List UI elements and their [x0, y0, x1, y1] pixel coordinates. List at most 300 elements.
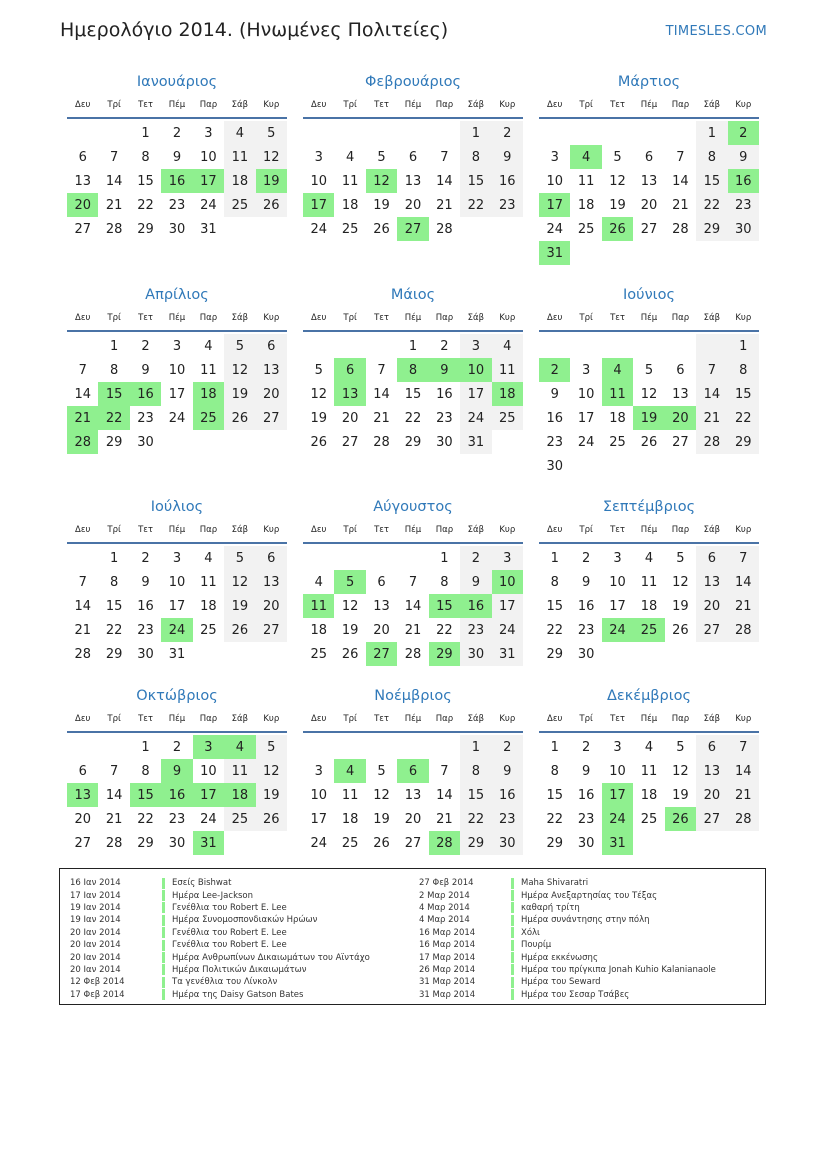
day-cell: 3	[172, 550, 182, 566]
holiday-day-cell: 18	[193, 382, 224, 406]
days-grid	[303, 733, 523, 855]
holiday-day-cell: 16	[161, 169, 192, 193]
day-cell: 4	[204, 550, 213, 566]
holiday-marker	[511, 890, 514, 901]
days-grid	[539, 119, 759, 265]
day-cell: 8	[550, 574, 559, 590]
weekday-label: Τετ	[610, 313, 626, 323]
legend-holiday-name: Τα γενέθλια του Λίνκολν	[172, 977, 278, 988]
day-cell: 29	[137, 835, 154, 851]
day-cell: 23	[137, 622, 154, 638]
legend-date: 20 Ιαν 2014	[70, 952, 121, 963]
legend-date: 12 Φεβ 2014	[70, 977, 125, 988]
day-cell: 23	[137, 410, 154, 426]
day-cell: 6	[78, 763, 87, 779]
day-cell: 31	[168, 646, 186, 662]
day-cell: 7	[78, 574, 87, 590]
holiday-day-cell: 26	[602, 217, 633, 241]
day-cell: 26	[373, 835, 390, 851]
day-cell: 20	[404, 811, 422, 827]
legend-column-right	[419, 877, 716, 1001]
day-cell: 30	[492, 831, 523, 855]
day-cell: 12	[224, 570, 255, 594]
weekday-label: Σάβ	[231, 714, 249, 724]
holiday-day-cell: 25	[633, 618, 664, 642]
legend-holiday-name: Γενέθλια του Robert E. Lee	[172, 927, 287, 938]
day-cell: 26	[373, 221, 390, 237]
day-cell: 23	[577, 622, 595, 638]
holiday-day-cell: 2	[539, 358, 570, 382]
day-cell: 15	[105, 598, 123, 614]
day-cell: 7	[109, 149, 119, 165]
day-cell: 1	[696, 121, 727, 145]
day-cell: 9	[581, 574, 591, 590]
day-cell: 7	[78, 362, 87, 378]
holiday-day-cell: 6	[397, 759, 428, 783]
day-cell: 13	[696, 570, 727, 594]
legend-holiday-name: Ημέρα Πολιτικών Δικαιωμάτων	[172, 964, 307, 975]
weekday-label: Πέμ	[404, 100, 422, 110]
holiday-day-cell: 9	[429, 358, 460, 382]
day-cell: 29	[460, 831, 491, 855]
holiday-marker	[511, 915, 514, 926]
day-cell: 5	[314, 362, 323, 378]
holiday-day-cell: 18	[492, 382, 523, 406]
day-cell: 16	[492, 169, 523, 193]
empty-cell	[633, 121, 664, 145]
day-cell: 2	[172, 125, 182, 141]
day-cell: 7	[676, 149, 685, 165]
holiday-marker	[162, 878, 165, 889]
weekday-label: Τετ	[374, 313, 390, 323]
month-calendar	[539, 285, 759, 497]
day-cell: 25	[224, 193, 255, 217]
day-cell: 14	[696, 382, 727, 406]
day-cell: 3	[492, 546, 523, 570]
day-cell: 21	[105, 811, 123, 827]
day-cell: 7	[377, 362, 386, 378]
weekday-label: Κυρ	[263, 525, 280, 535]
day-cell: 10	[200, 149, 217, 165]
weekday-label: Δευ	[311, 313, 327, 323]
holiday-marker	[162, 964, 165, 975]
days-grid	[67, 733, 287, 855]
day-cell: 16	[577, 598, 595, 614]
weekday-label: Δευ	[547, 525, 563, 535]
day-cell: 6	[256, 546, 287, 570]
month-calendar	[67, 686, 287, 855]
day-cell: 15	[546, 598, 563, 614]
days-grid	[303, 332, 523, 454]
legend-holiday-name: Ημέρα εκκένωσης	[521, 952, 598, 963]
legend-date: 2 Μαρ 2014	[419, 890, 470, 901]
day-cell: 24	[460, 406, 491, 430]
legend-date: 20 Ιαν 2014	[70, 927, 121, 938]
day-cell: 15	[728, 382, 759, 406]
day-cell: 21	[436, 197, 453, 213]
day-cell: 26	[256, 807, 287, 831]
day-cell: 17	[492, 594, 523, 618]
legend-holiday-name: Ημέρα Lee-Jackson	[172, 890, 254, 901]
day-cell: 2	[492, 121, 523, 145]
day-cell: 6	[676, 362, 685, 378]
empty-cell	[429, 735, 460, 759]
day-cell: 20	[74, 811, 91, 827]
day-cell: 12	[256, 145, 287, 169]
day-cell: 25	[310, 646, 327, 662]
weekday-label: Τρί	[343, 100, 357, 110]
day-cell: 25	[224, 807, 255, 831]
month-name: Απρίλιος	[145, 287, 209, 303]
legend-holiday-name: Ημέρα Ανθρωπίνων Δικαιωμάτων του Αϊντάχο	[172, 952, 370, 963]
holiday-day-cell: 11	[303, 594, 334, 618]
day-cell: 11	[341, 787, 359, 803]
day-cell: 11	[341, 173, 359, 189]
day-cell: 14	[105, 787, 123, 803]
day-cell: 2	[141, 550, 150, 566]
weekday-header	[67, 518, 287, 544]
day-cell: 6	[377, 574, 386, 590]
day-cell: 28	[105, 835, 123, 851]
month-name: Νοέμβριος	[374, 688, 452, 704]
day-cell: 24	[546, 221, 563, 237]
holiday-day-cell: 13	[334, 382, 365, 406]
day-cell: 28	[404, 646, 422, 662]
holiday-marker	[511, 989, 514, 1000]
weekday-label: Δευ	[547, 100, 563, 110]
day-cell: 12	[672, 763, 689, 779]
empty-cell	[303, 735, 334, 759]
day-cell: 1	[109, 338, 119, 354]
day-cell: 9	[728, 145, 759, 169]
day-cell: 19	[672, 598, 689, 614]
legend-row	[70, 964, 370, 976]
day-cell: 17	[168, 598, 186, 614]
month-name: Αύγουστος	[373, 499, 453, 515]
weekday-label: Τετ	[374, 525, 390, 535]
holiday-marker	[511, 878, 514, 889]
day-cell: 13	[256, 570, 287, 594]
empty-cell	[397, 546, 428, 570]
day-cell: 3	[172, 338, 182, 354]
day-cell: 14	[728, 759, 759, 783]
day-cell: 19	[310, 410, 327, 426]
day-cell: 20	[341, 410, 359, 426]
days-grid	[303, 544, 523, 666]
weekday-label: Δευ	[311, 100, 327, 110]
weekday-label: Τετ	[610, 525, 626, 535]
holiday-day-cell: 17	[602, 783, 633, 807]
legend-date: 19 Ιαν 2014	[70, 915, 121, 926]
day-cell: 17	[577, 410, 595, 426]
holiday-day-cell: 17	[303, 193, 334, 217]
empty-cell	[397, 735, 428, 759]
holiday-day-cell: 19	[633, 406, 664, 430]
day-cell: 2	[141, 338, 150, 354]
day-cell: 4	[345, 149, 355, 165]
legend-holiday-name: Εσείς Bishwat	[172, 878, 232, 889]
holiday-marker	[162, 940, 165, 951]
legend-holiday-name: Ημέρα του Σεσαρ Τσάβες	[521, 989, 630, 1000]
day-cell: 7	[440, 149, 449, 165]
weekday-label: Κυρ	[735, 313, 752, 323]
holiday-legend	[59, 868, 766, 1005]
day-cell: 22	[436, 622, 453, 638]
day-cell: 27	[341, 434, 359, 450]
weekday-label: Δευ	[547, 714, 563, 724]
weekday-label: Παρ	[435, 525, 454, 535]
day-cell: 3	[550, 149, 559, 165]
holiday-day-cell: 16	[460, 594, 491, 618]
day-cell: 23	[577, 811, 595, 827]
month-name: Μάρτιος	[617, 74, 681, 90]
day-cell: 27	[404, 835, 422, 851]
legend-holiday-name: Ημέρα Συνομοσπονδιακών Ηρώων	[172, 915, 318, 926]
day-cell: 23	[492, 807, 523, 831]
day-cell: 27	[696, 807, 727, 831]
weekday-label: Παρ	[199, 313, 218, 323]
day-cell: 1	[728, 334, 759, 358]
legend-row	[70, 927, 370, 939]
holiday-day-cell: 4	[570, 145, 601, 169]
legend-row	[70, 939, 370, 951]
month-calendar	[67, 285, 287, 497]
weekday-label: Τετ	[138, 100, 154, 110]
weekday-label: Παρ	[671, 313, 690, 323]
legend-row	[70, 889, 370, 901]
day-cell: 18	[609, 410, 626, 426]
month-calendar	[539, 686, 759, 855]
day-cell: 3	[613, 550, 622, 566]
legend-holiday-name: Πουρίμ	[521, 940, 552, 951]
day-cell: 6	[696, 735, 727, 759]
holiday-day-cell: 13	[67, 783, 98, 807]
day-cell: 30	[137, 434, 154, 450]
day-cell: 28	[728, 807, 759, 831]
day-cell: 2	[581, 550, 591, 566]
holiday-day-cell: 17	[193, 169, 224, 193]
day-cell: 9	[141, 362, 150, 378]
empty-cell	[98, 735, 129, 759]
day-cell: 8	[109, 574, 119, 590]
empty-cell	[539, 121, 570, 145]
month-calendar	[303, 497, 523, 686]
holiday-day-cell: 19	[256, 169, 287, 193]
month-name: Δεκέμβριος	[606, 688, 692, 704]
holiday-day-cell: 28	[67, 430, 98, 454]
legend-row	[70, 976, 370, 988]
weekday-label: Κυρ	[499, 525, 516, 535]
empty-cell	[696, 334, 727, 358]
page-title: Ημερολόγιο 2014. (Ηνωμένες Πολιτείες)	[60, 19, 449, 41]
day-cell: 19	[341, 622, 359, 638]
legend-date: 31 Μαρ 2014	[419, 989, 476, 1000]
days-grid	[67, 544, 287, 666]
day-cell: 12	[640, 386, 658, 402]
legend-column-left	[70, 877, 370, 1001]
day-cell: 1	[550, 739, 559, 755]
month-name: Ιούλιος	[150, 499, 204, 515]
holiday-marker	[162, 890, 165, 901]
day-cell: 21	[696, 406, 727, 430]
brand-link[interactable]: TIMESLES.COM	[665, 24, 767, 39]
legend-row	[419, 951, 716, 963]
day-cell: 18	[310, 622, 327, 638]
day-cell: 29	[546, 835, 563, 851]
empty-cell	[67, 546, 98, 570]
legend-holiday-name: Ημέρα της Daisy Gatson Bates	[172, 989, 304, 1000]
weekday-label: Παρ	[435, 313, 454, 323]
weekday-label: Πέμ	[168, 313, 186, 323]
day-cell: 20	[696, 594, 727, 618]
day-cell: 8	[696, 145, 727, 169]
legend-holiday-name: Ημέρα του Seward	[521, 977, 601, 988]
weekday-label: Τετ	[138, 525, 154, 535]
day-cell: 27	[74, 835, 91, 851]
day-cell: 9	[550, 386, 559, 402]
empty-cell	[98, 121, 129, 145]
legend-row	[419, 989, 716, 1001]
day-cell: 4	[314, 574, 323, 590]
month-calendar	[303, 686, 523, 855]
holiday-day-cell: 20	[665, 406, 696, 430]
weekday-label: Κυρ	[735, 714, 752, 724]
day-cell: 3	[613, 739, 622, 755]
weekday-label: Πέμ	[168, 100, 186, 110]
holiday-day-cell: 3	[193, 735, 224, 759]
day-cell: 29	[404, 434, 422, 450]
day-cell: 30	[546, 458, 563, 474]
day-cell: 14	[105, 173, 123, 189]
day-cell: 27	[74, 221, 91, 237]
day-cell: 4	[644, 550, 654, 566]
day-cell: 5	[644, 362, 654, 378]
day-cell: 2	[492, 735, 523, 759]
day-cell: 1	[408, 338, 418, 354]
day-cell: 22	[696, 193, 727, 217]
holiday-day-cell: 16	[161, 783, 192, 807]
legend-holiday-name: Maha Shivaratri	[521, 878, 589, 889]
holiday-day-cell: 15	[429, 594, 460, 618]
day-cell: 1	[460, 735, 491, 759]
holiday-day-cell: 15	[130, 783, 161, 807]
day-cell: 3	[314, 763, 323, 779]
day-cell: 6	[408, 149, 418, 165]
day-cell: 1	[440, 550, 449, 566]
holiday-marker	[511, 977, 514, 988]
months-grid	[67, 72, 760, 855]
day-cell: 28	[74, 646, 91, 662]
day-cell: 8	[460, 145, 491, 169]
legend-date: 20 Ιαν 2014	[70, 940, 121, 951]
day-cell: 1	[109, 550, 119, 566]
day-cell: 22	[546, 622, 563, 638]
weekday-label: Δευ	[311, 714, 327, 724]
empty-cell	[602, 334, 633, 358]
day-cell: 30	[460, 642, 491, 666]
day-cell: 27	[672, 434, 689, 450]
day-cell: 13	[640, 173, 658, 189]
legend-date: 31 Μαρ 2014	[419, 977, 476, 988]
holiday-day-cell: 16	[728, 169, 759, 193]
weekday-label: Παρ	[199, 714, 218, 724]
legend-row	[419, 902, 716, 914]
weekday-label: Πέμ	[404, 525, 422, 535]
days-grid	[303, 119, 523, 241]
day-cell: 14	[74, 386, 91, 402]
day-cell: 18	[577, 197, 595, 213]
day-cell: 5	[676, 739, 685, 755]
day-cell: 4	[492, 334, 523, 358]
day-cell: 23	[460, 618, 491, 642]
holiday-marker	[162, 915, 165, 926]
month-calendar	[67, 72, 287, 285]
empty-cell	[303, 546, 334, 570]
day-cell: 19	[609, 197, 626, 213]
holiday-marker	[162, 952, 165, 963]
weekday-label: Σάβ	[467, 100, 485, 110]
day-cell: 26	[224, 406, 255, 430]
legend-row	[419, 939, 716, 951]
day-cell: 8	[550, 763, 559, 779]
day-cell: 21	[436, 811, 453, 827]
day-cell: 8	[109, 362, 119, 378]
day-cell: 29	[105, 646, 123, 662]
day-cell: 26	[256, 193, 287, 217]
weekday-label: Κυρ	[263, 714, 280, 724]
day-cell: 15	[137, 173, 154, 189]
holiday-day-cell: 26	[665, 807, 696, 831]
holiday-marker	[162, 989, 165, 1000]
weekday-label: Κυρ	[735, 525, 752, 535]
day-cell: 13	[74, 173, 91, 189]
legend-row	[419, 927, 716, 939]
day-cell: 16	[137, 598, 154, 614]
day-cell: 13	[672, 386, 689, 402]
holiday-day-cell: 6	[334, 358, 365, 382]
day-cell: 5	[256, 735, 287, 759]
holiday-marker	[162, 977, 165, 988]
day-cell: 29	[546, 646, 563, 662]
day-cell: 29	[696, 217, 727, 241]
day-cell: 22	[137, 197, 154, 213]
day-cell: 10	[168, 574, 186, 590]
holiday-day-cell: 10	[460, 358, 491, 382]
holiday-day-cell: 28	[429, 831, 460, 855]
weekday-label: Σάβ	[703, 714, 721, 724]
day-cell: 4	[644, 739, 654, 755]
day-cell: 2	[172, 739, 182, 755]
day-cell: 11	[224, 759, 255, 783]
holiday-marker	[511, 940, 514, 951]
weekday-label: Πέμ	[640, 313, 658, 323]
empty-cell	[67, 735, 98, 759]
day-cell: 5	[613, 149, 622, 165]
weekday-header	[303, 306, 523, 332]
day-cell: 7	[728, 735, 759, 759]
legend-row	[70, 902, 370, 914]
empty-cell	[334, 334, 365, 358]
month-name: Σεπτέμβριος	[602, 499, 696, 515]
day-cell: 5	[224, 546, 255, 570]
day-cell: 15	[546, 787, 563, 803]
day-cell: 30	[137, 646, 154, 662]
day-cell: 30	[577, 835, 595, 851]
day-cell: 10	[546, 173, 563, 189]
empty-cell	[665, 334, 696, 358]
day-cell: 14	[436, 787, 453, 803]
day-cell: 5	[377, 763, 386, 779]
